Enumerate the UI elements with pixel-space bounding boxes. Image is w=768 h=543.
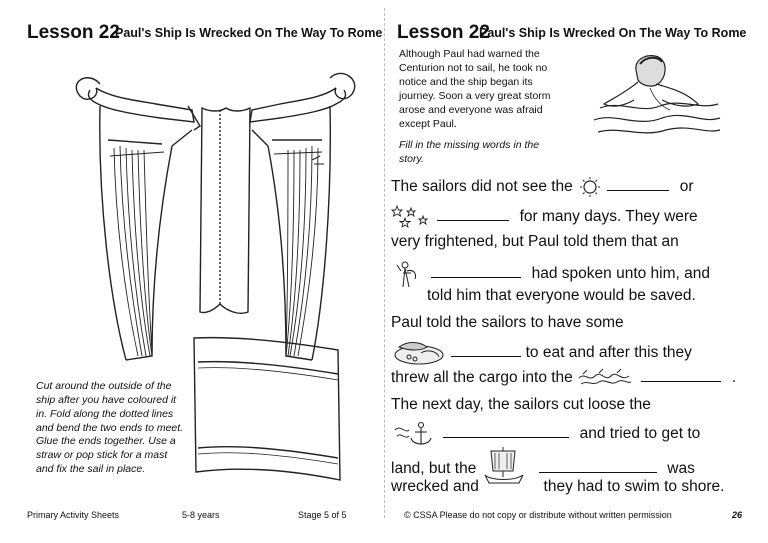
fill-in-prompt: Fill in the missing words in the story. <box>399 139 540 165</box>
line-12 <box>391 478 724 496</box>
line-7 <box>391 339 692 367</box>
line-4 <box>391 259 710 289</box>
line-10 <box>391 420 700 448</box>
line-12-text-b: they had to swim to shore. <box>543 478 725 495</box>
right-lesson-number: Lesson 22 <box>397 22 490 43</box>
footer-ages: 5-8 years <box>182 510 220 520</box>
line-11-text-a: land, but the <box>391 460 477 478</box>
blank-4[interactable] <box>451 344 521 357</box>
line-8-text: threw all the cargo into the <box>391 369 573 387</box>
food-icon <box>391 339 447 367</box>
footer-stage: Stage 5 of 5 <box>298 510 347 520</box>
right-lesson-title: Paul's Ship Is Wrecked On The Way To Rome <box>479 26 747 40</box>
paul-storm-illustration <box>590 48 720 140</box>
left-lesson-number: Lesson 22 <box>27 22 120 43</box>
line-9: The next day, the sailors cut loose the <box>391 396 651 413</box>
line-12-text-a: wrecked and <box>391 478 479 495</box>
footer-copyright: © CSSA Please do not copy or distribute without written permission <box>404 510 672 520</box>
sun-icon <box>577 176 603 198</box>
line-2-text: for many days. They were <box>519 208 698 226</box>
line-8 <box>391 368 736 388</box>
stars-icon <box>391 204 431 230</box>
line-4-text: had spoken unto him, and <box>531 265 711 283</box>
line-1-text-a: The sailors did not see the <box>391 178 573 196</box>
line-2 <box>391 204 698 230</box>
line-5: told him that everyone would be saved. <box>427 287 696 304</box>
footer-page-number: 26 <box>732 510 743 520</box>
blank-6[interactable] <box>443 425 569 438</box>
story-text: Although Paul had warned the Centurion not to sail, he took no notice and the ship began its journey. Soon a very great storm arose and everyone was afraid except Paul. <box>399 48 551 130</box>
blank-8[interactable] <box>487 479 531 491</box>
footer-series: Primary Activity Sheets <box>27 510 120 520</box>
line-8-end: . <box>731 369 737 387</box>
left-lesson-title: Paul's Ship Is Wrecked On The Way To Rome <box>115 26 383 40</box>
blank-7[interactable] <box>539 460 657 473</box>
blank-3[interactable] <box>431 265 521 278</box>
blank-5[interactable] <box>641 369 721 382</box>
line-1-text-b: or <box>679 178 694 196</box>
anchor-icon <box>391 420 439 448</box>
line-3: very frightened, but Paul told them that an <box>391 233 679 250</box>
cutout-instructions: Cut around the outside of the ship after you have coloured it in. Fold along the dotted lines and bend the two ends to meet. Glue the ends together. Use a straw or pop stick for a mast and fix the sail in place. <box>36 380 184 476</box>
angel-icon <box>391 259 421 289</box>
blank-1[interactable] <box>607 178 669 191</box>
line-10-text: and tried to get to <box>579 425 701 443</box>
line-1 <box>391 176 694 198</box>
page-divider <box>384 8 385 518</box>
line-11-text-b: was <box>667 460 695 478</box>
line-6: Paul told the sailors to have some <box>391 314 624 331</box>
line-7-text: to eat and after this they <box>525 344 692 362</box>
blank-2[interactable] <box>437 208 509 221</box>
sea-icon <box>577 368 631 388</box>
